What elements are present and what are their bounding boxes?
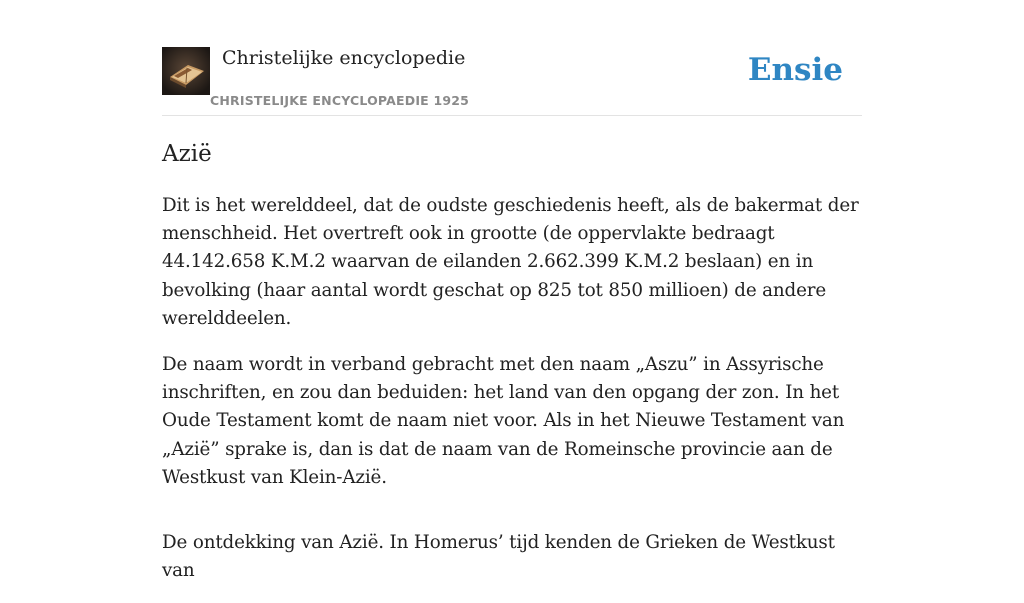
article-paragraph: De naam wordt in verband gebracht met den naam „Aszu” in Assyrische inschriften, en zou dan beduiden: het land van den opgang der zon. In het Oude Testament komt de naam niet voor. Als in het Nieuwe Testament van „Azië” sprake is, dan is dat de naam van de Romeinsche provincie aan de Westkust van Klein-Azië. [162, 354, 845, 488]
article-paragraph: De ontdekking van Azië. In Homerus’ tijd kenden de Grieken de Westkust van [162, 532, 835, 582]
site-title-link[interactable]: Christelijke encyclopedie [222, 47, 466, 69]
site-subtitle: CHRISTELIJKE ENCYCLOPAEDIE 1925 [210, 93, 470, 108]
article-title: Azië [162, 141, 212, 167]
site-header [162, 40, 862, 116]
avatar[interactable] [162, 47, 210, 95]
book-photo-icon [162, 47, 210, 95]
ensie-logo-link[interactable]: Ensie [747, 52, 843, 88]
article [162, 138, 862, 603]
article-paragraph: Dit is het werelddeel, dat de oudste geschiedenis heeft, als de bakermat der menschheid. Het overtreft ook in grootte (de oppervlakte bedraagt 44.142.658 K.M.2 waarvan de eilanden 2.662.399 K.M.2 beslaan) en in bevolking (haar aantal wordt geschat op 825 tot 850 millioen) de andere werelddeelen. [162, 195, 859, 329]
